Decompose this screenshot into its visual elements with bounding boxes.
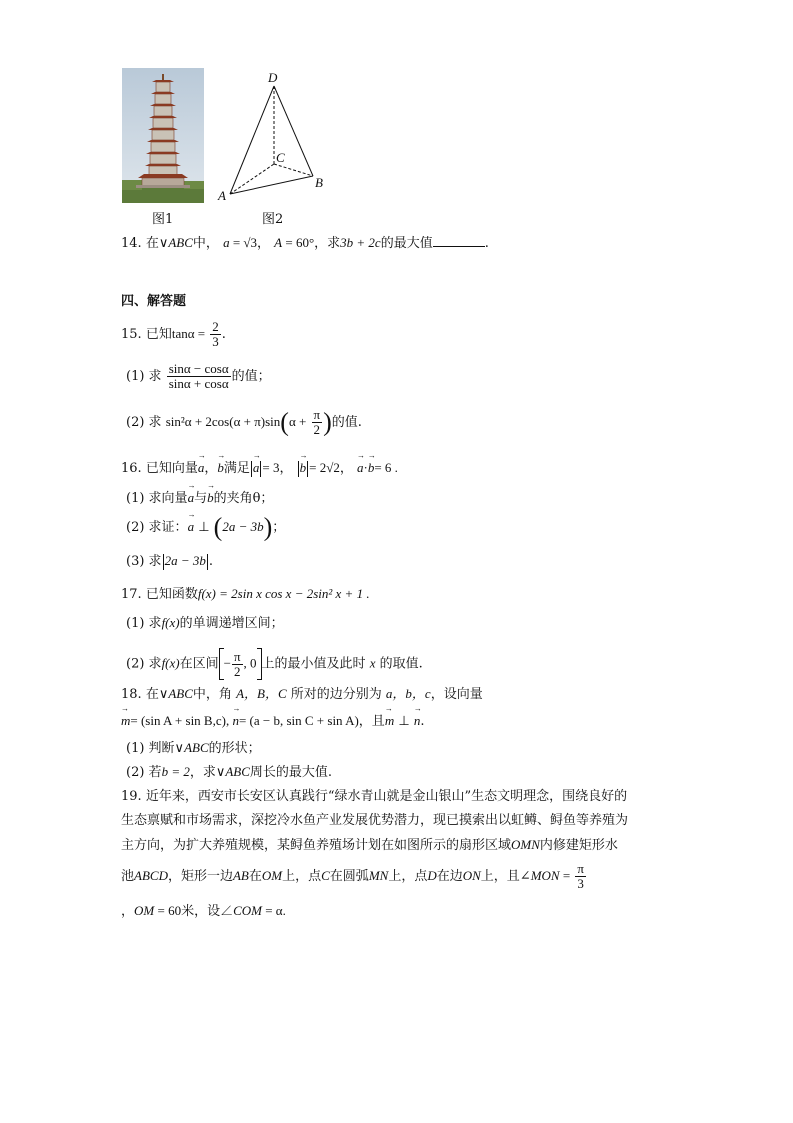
vertex-label-B: B [315, 175, 323, 190]
vertex-label-A: A [218, 188, 226, 203]
pagoda-image [122, 68, 204, 203]
question-18-part1: (1) 判断∨ABC的形状； [126, 740, 261, 756]
section-heading: 四、解答题 [121, 294, 187, 309]
question-14: 14. 在∨ABC中， a = √3， A = 60°，求3b + 2c的最大值 . [121, 235, 489, 251]
vertex-label-C: C [276, 150, 285, 165]
question-16-part2: (2) 求证：→ a ⊥ (2a − 3b)； [126, 516, 285, 538]
question-15: 15. 已知tanα = $\frac{2}{3}$ . [121, 319, 226, 349]
question-17: 17. 已知函数f(x) = 2sin x cos x − 2sin² x + 1 . [121, 586, 370, 602]
question-18-vectors: → m= (sin A + sin B,c), → n= (a − b, sin C + sin A)，且→ m ⊥ → n. [121, 710, 424, 729]
question-19-line2: 生态禀赋和市场需求，深挖冷水鱼产业发展优势潜力，现已摸索出以虹鳟、鲟鱼等养殖为 [121, 813, 629, 828]
question-18-part2: (2) 若b = 2，求∨ABC周长的最大值. [126, 764, 333, 780]
figure1-caption: 图1 [152, 212, 174, 227]
question-16: 16. 已知向量→ a，→ b满足→ a = 3， → b = 2√2， → a·→ b= 6 . [121, 457, 398, 477]
question-17-part1: (1) 求f(x)的单调递增区间； [126, 615, 284, 631]
question-18: 18. 在∨ABC中，角 A，B，C 所对的边分别为 a，b，c，设向量 [121, 686, 483, 702]
figure2-caption: 图2 [262, 212, 284, 227]
question-19-line1: 19. 近年来，西安市长安区认真践行“绿水青山就是金山银山”生态文明理念，围绕良好的 [121, 789, 628, 804]
question-19-line3: 主方向，为扩大养殖规模，某鲟鱼养殖场计划在如图所示的扇形区域OMN内修建矩形水 [121, 837, 618, 853]
question-16-part3: (3) 求 2a − 3b . [126, 553, 213, 569]
question-19-line5: ，OM = 60米，设∠COM = α. [121, 903, 286, 919]
question-15-part1: (1) 求 $\frac{\sin\alpha - \cos\alpha}{\sin\alpha + \cos\alpha}$ 的值； [126, 361, 271, 391]
answer-blank[interactable] [433, 234, 485, 247]
question-19-line4: 池ABCD，矩形一边AB在OM上，点C在圆弧MN上，点D在边ON上，且∠MON = $\frac{\pi}{3}$ [121, 861, 584, 891]
pagoda-photo [122, 68, 204, 203]
vertex-label-D: D [268, 70, 278, 85]
question-16-part1: (1) 求向量→ a与→ b的夹角θ； [126, 487, 273, 506]
question-17-part2: (2) 求f(x)在区间 − $\frac{\pi}{2}$ , 0 上的最小值及此时 x 的取值. [126, 648, 423, 679]
question-15-part2: (2) 求 sin²α + 2cos(α + π)sin(α + $\frac{\pi}{2}$ )的值. [126, 407, 362, 437]
